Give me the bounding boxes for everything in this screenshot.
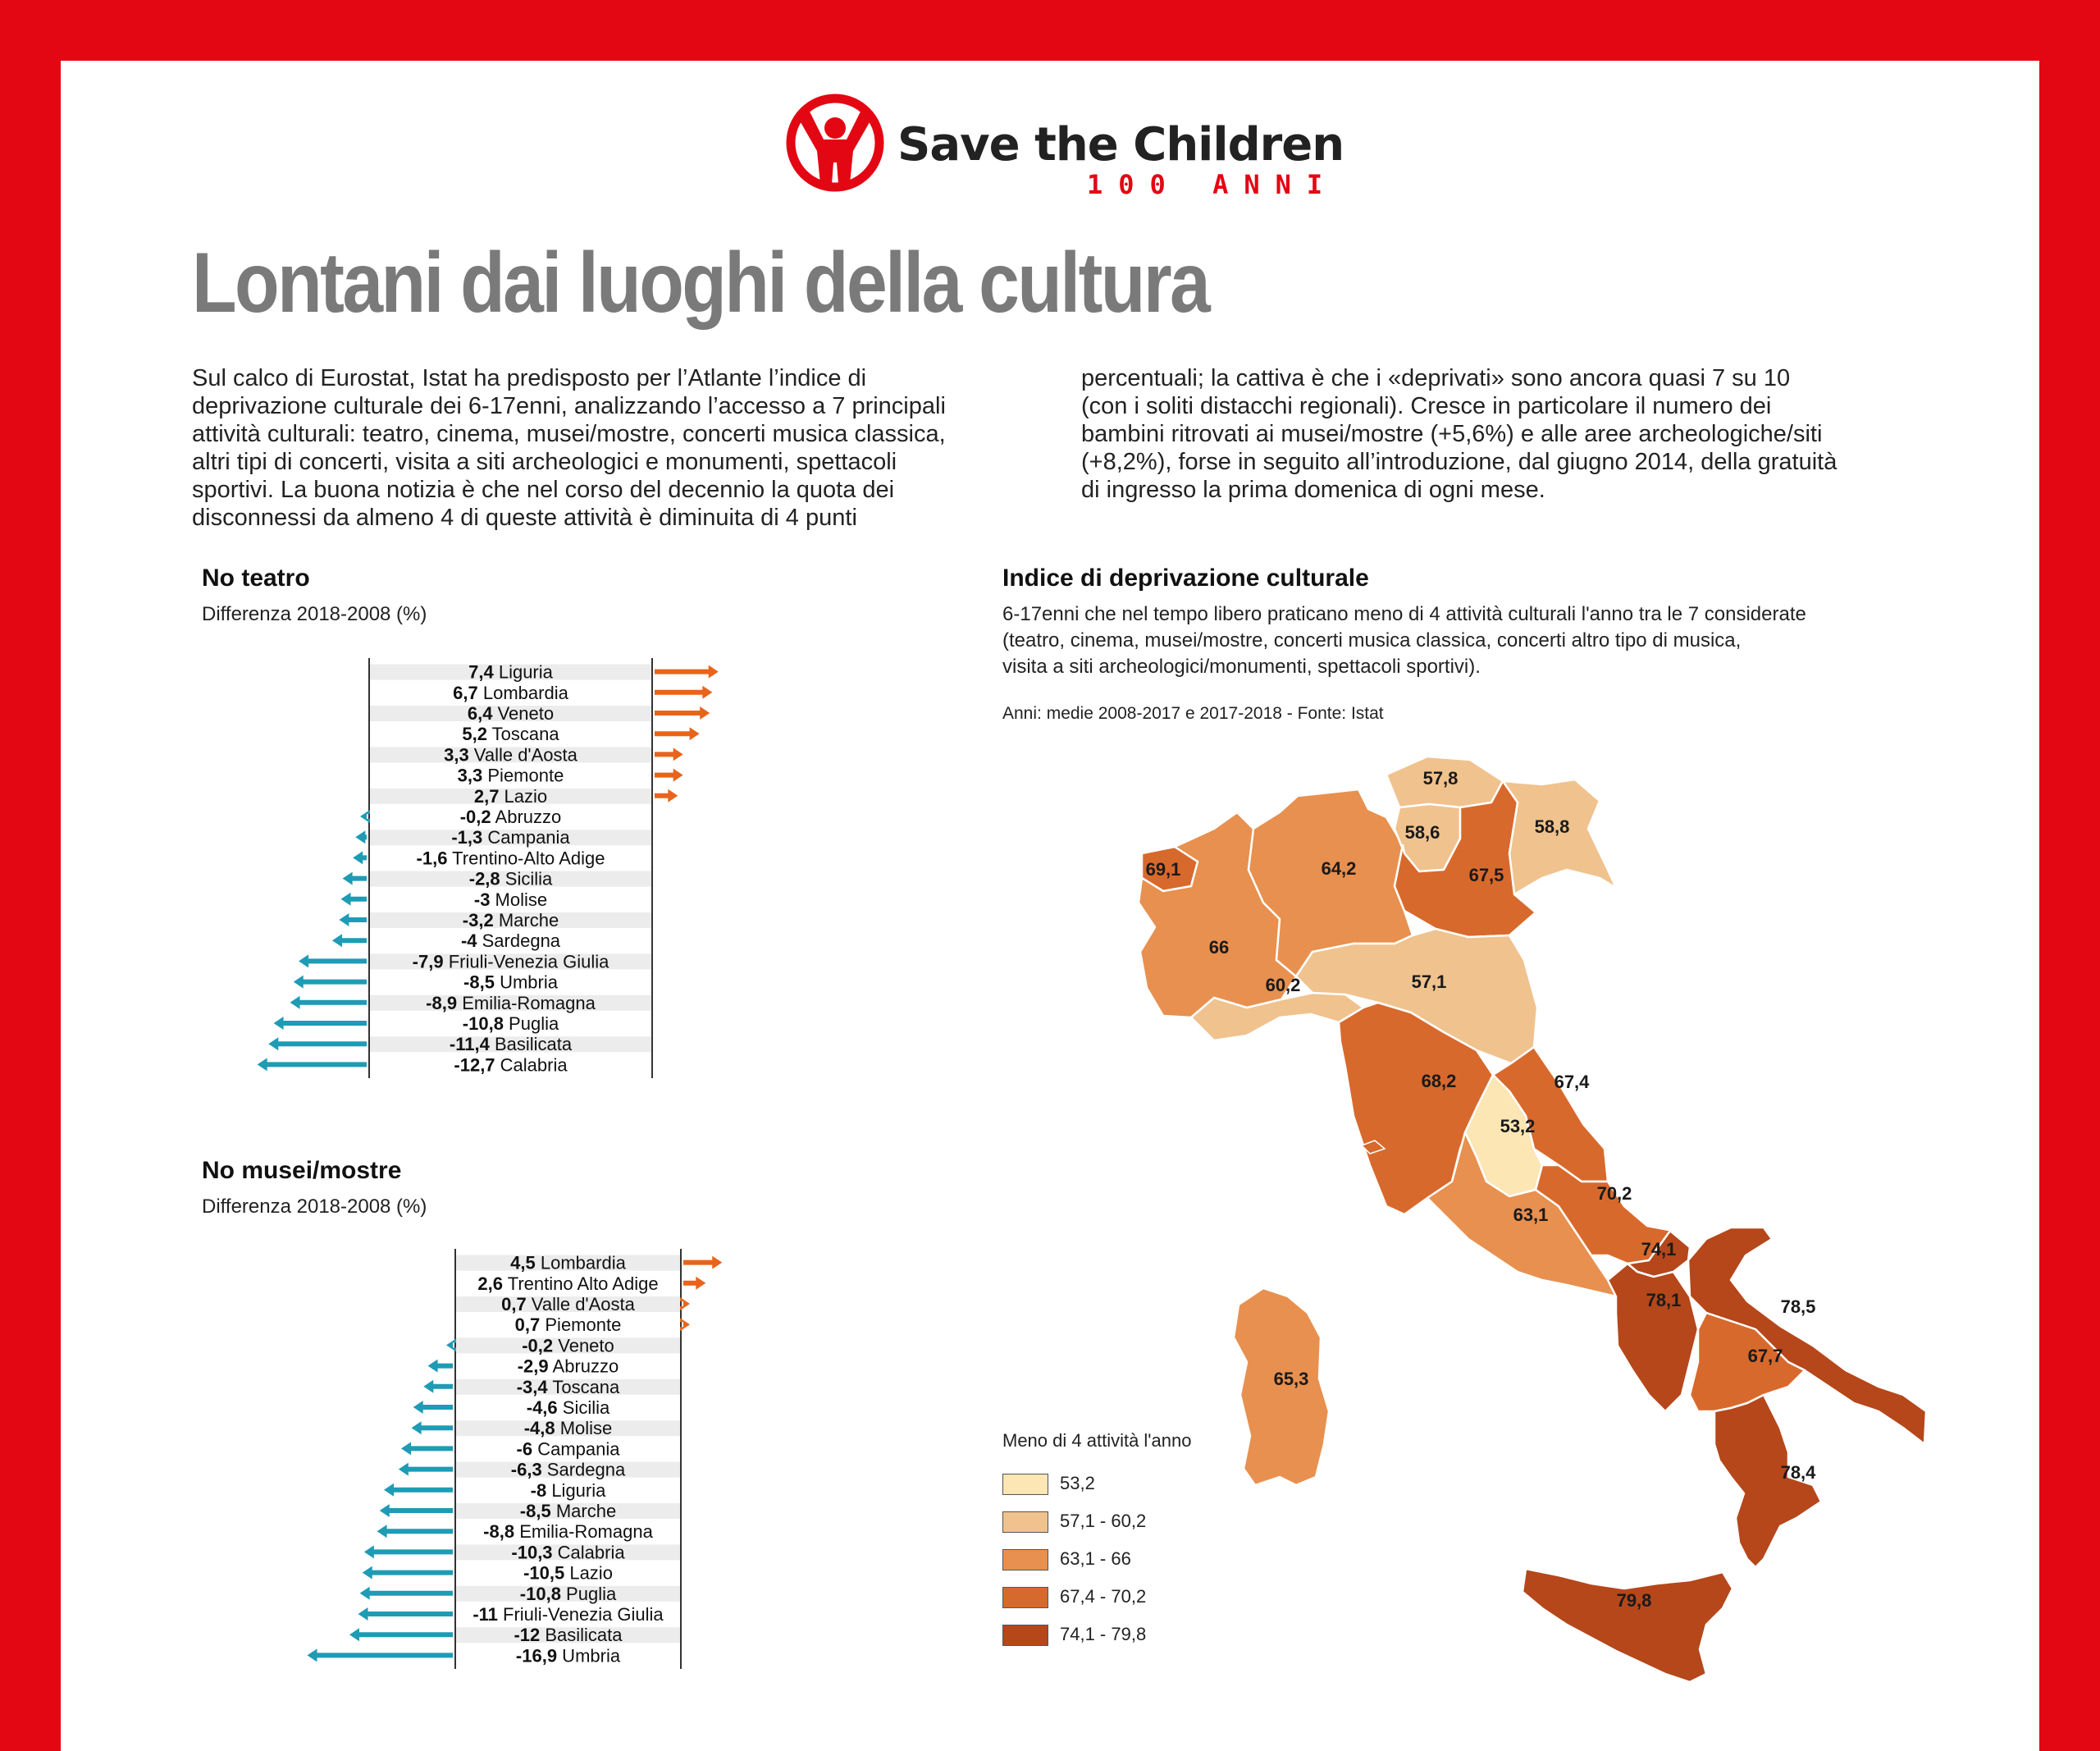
bar-label: -16,9 Umbria [515,1645,621,1666]
map-region-label: 57,8 [1422,768,1459,789]
map-region-label: 67,7 [1747,1346,1783,1366]
bar-label: 4,5 Lombardia [510,1252,626,1273]
intro-line: attività culturali: teatro, cinema, musei/mostre, concerti musica classica, [192,421,946,447]
bar-label: 0,7 Piemonte [514,1314,622,1336]
map-region-label: 69,1 [1145,859,1181,880]
bar-label: -6,3 Sardegna [510,1459,626,1480]
map-title: Indice di deprivazione culturale [1002,565,1369,592]
bar-label: -8,9 Emilia-Romagna [426,992,596,1013]
legend-label: 63,1 - 66 [1060,1548,1131,1569]
save-the-children-logo-icon [786,92,884,194]
bar-arrow [290,996,367,1009]
bar-arrow [683,1277,705,1290]
bar-label: -4,6 Sicilia [526,1397,610,1418]
bar-arrow [353,851,367,864]
bar-label: -3 Molise [473,889,548,910]
bar-arrow [401,1442,453,1455]
legend-label: 57,1 - 60,2 [1060,1511,1147,1531]
intro-line: bambini ritrovati ai musei/mostre (+5,6%) e alle aree archeologiche/siti [1081,421,1823,447]
bar-arrow [380,1504,453,1517]
bar-label: -2,9 Abruzzo [517,1356,619,1377]
bar-label: -0,2 Abruzzo [459,807,562,827]
page-title: Lontani dai luoghi della cultura [192,235,1209,331]
bar-label: -8 Liguria [530,1479,606,1501]
bar-label: -8,8 Emilia-Romagna [483,1521,653,1543]
map-description-line: visita a siti archeologici/monumenti, spettacoli sportivi). [1002,656,1481,678]
map-region-label: 67,4 [1554,1072,1590,1092]
intro-line: percentuali; la cattiva è che i «deprivati» sono ancora quasi 7 su 10 [1081,365,1791,391]
map-region-label: 60,2 [1265,975,1301,995]
map-region [1191,993,1363,1040]
chart-musei-subtitle: Differenza 2018-2008 (%) [202,1196,427,1218]
bar-arrow [363,1566,453,1580]
map-region-label: 68,2 [1421,1071,1457,1091]
bar-label: 6,7 Lombardia [453,682,568,703]
bar-label: -2,8 Sicilia [468,868,553,889]
brand-name: Save the Children [897,118,1344,171]
top-red-band [0,0,2100,61]
bar-arrow [360,1587,453,1600]
map-region [1503,779,1616,894]
chart-musei-title: No musei/mostre [202,1157,402,1184]
map-region-label: 53,2 [1500,1116,1536,1136]
bar-arrow [299,954,367,967]
bar-label: -3,4 Toscana [516,1376,620,1397]
bar-label: -4,8 Molise [523,1418,613,1439]
intro-line: altri tipi di concerti, visita a siti archeologici e monumenti, spettacoli [192,449,897,475]
brand-subtitle: 100 ANNI [1087,169,1339,200]
map-description-line: 6-17enni che nel tempo libero praticano meno di 4 attività culturali l'anno tra le 7 considerate [1002,603,1806,625]
map-region-label: 64,2 [1321,858,1357,879]
chart-no-musei-mostre [0,1231,820,1674]
legend-label: 67,4 - 70,2 [1060,1586,1147,1607]
map-region-label: 67,5 [1468,865,1504,885]
bar-arrow [308,1648,453,1662]
bar-label: 3,3 Piemonte [457,765,564,786]
bar-arrow [384,1484,453,1497]
bar-label: 0,7 Valle d'Aosta [501,1294,635,1314]
bar-arrow [339,913,367,926]
map-region-label: 78,5 [1780,1296,1816,1317]
bar-arrow [655,747,683,761]
bar-arrow [364,1545,453,1558]
bar-arrow [655,789,678,802]
intro-line: di ingresso la prima domenica di ogni mese. [1081,477,1545,503]
bar-label: -3,2 Marche [462,910,559,930]
bar-arrow [341,893,368,906]
bar-arrow [655,727,700,740]
chart-teatro-title: No teatro [202,565,310,592]
bar-arrow [655,706,710,720]
map-source: Anni: medie 2008-2017 e 2017-2018 - Fonte: Istat [1002,704,1384,723]
bar-label: -8,5 Marche [519,1501,617,1521]
bar-label: -12 Basilicata [514,1625,623,1646]
bar-label: -10,8 Puglia [462,1013,559,1034]
map-region-label: 78,1 [1646,1290,1682,1310]
bar-label: -7,9 Friuli-Venezia Giulia [412,951,609,972]
bar-arrow [428,1360,453,1373]
bar-arrow [274,1017,367,1030]
map-legend-title: Meno di 4 attività l'anno [1002,1430,1192,1451]
legend-swatch [1002,1549,1048,1570]
map-region-label: 58,6 [1404,822,1440,843]
bar-label: -6 Campania [516,1438,620,1460]
legend-label: 74,1 - 79,8 [1060,1624,1147,1644]
bar-label: -12,7 Calabria [454,1054,568,1076]
bar-label: 3,3 Valle d'Aosta [444,744,578,766]
legend-swatch [1002,1511,1048,1533]
bar-arrow [655,769,683,782]
bar-arrow [268,1037,367,1050]
bar-arrow [413,1401,453,1414]
map-region-label: 65,3 [1273,1369,1309,1389]
map-region [1608,1264,1698,1411]
bar-label: -11 Friuli-Venezia Giulia [472,1604,664,1625]
chart-teatro-subtitle: Differenza 2018-2008 (%) [202,603,427,625]
map-region-label: 78,4 [1780,1462,1816,1483]
intro-line: deprivazione culturale dei 6-17enni, analizzando l’accesso a 7 principali [192,393,946,419]
map-region-label: 70,2 [1596,1183,1632,1204]
map-region-label: 57,1 [1411,972,1447,992]
intro-left-column [192,364,946,532]
intro-line: Sul calco di Eurostat, Istat ha predisposto per l’Atlante l’indice di [192,365,867,391]
bar-label: 6,4 Veneto [467,703,555,724]
bar-arrow [294,976,367,989]
legend-swatch [1002,1474,1048,1495]
bar-arrow [655,665,719,679]
bar-arrow [423,1380,453,1393]
bar-label: 7,4 Liguria [468,661,553,683]
map-description-line: (teatro, cinema, musei/mostre, concerti musica classica, concerti altro tipo di musica, [1002,629,1742,651]
bar-label: -8,5 Umbria [463,972,558,993]
bar-arrow [355,830,367,843]
bar-label: -0,2 Veneto [522,1335,614,1356]
bar-label: 5,2 Toscana [462,724,559,745]
legend-swatch [1002,1625,1048,1646]
bar-label: -10,8 Puglia [519,1583,617,1604]
italy-choropleth-map [1066,738,1969,1707]
chart-no-teatro [0,640,820,1083]
bar-arrow [349,1628,453,1641]
map-region-label: 74,1 [1641,1239,1677,1260]
bar-arrow [683,1256,722,1269]
legend-swatch [1002,1587,1048,1608]
intro-line: (con i soliti distacchi regionali). Cresce in particolare il numero dei [1081,393,1772,419]
map-region-label: 79,8 [1616,1590,1652,1611]
map-region-label: 58,8 [1534,816,1570,837]
bar-arrow [377,1525,453,1538]
legend-label: 53,2 [1060,1473,1095,1493]
map-region-label: 66 [1208,937,1230,958]
bar-label: -10,5 Lazio [523,1562,613,1584]
bar-label: 2,6 Trentino Alto Adige [477,1273,659,1294]
intro-line: (+8,2%), forse in seguito all’introduzione, dal giugno 2014, della gratuità [1081,449,1838,475]
bar-label: 2,7 Lazio [473,785,548,807]
bar-arrow [258,1058,367,1071]
intro-line: sportivi. La buona notizia è che nel corso del decennio la quota dei [192,477,895,503]
bar-arrow [358,1607,454,1621]
bar-arrow [655,686,712,699]
bar-arrow [343,872,367,885]
bar-label: -11,4 Basilicata [449,1034,573,1055]
bar-label: -4 Sardegna [460,930,561,952]
map-region [1522,1569,1732,1682]
bar-label: -1,3 Campania [451,827,570,848]
intro-right-column [1081,364,1837,504]
intro-line: disconnessi da almeno 4 di queste attività è diminuita di 4 punti [192,505,857,531]
map-region-label: 63,1 [1513,1205,1549,1225]
bar-label: -1,6 Trentino-Alto Adige [416,848,605,869]
map-description [1002,601,1806,680]
bar-arrow [412,1421,453,1434]
bar-arrow [399,1463,453,1476]
bar-arrow [332,934,367,947]
bar-label: -10,3 Calabria [511,1542,625,1563]
